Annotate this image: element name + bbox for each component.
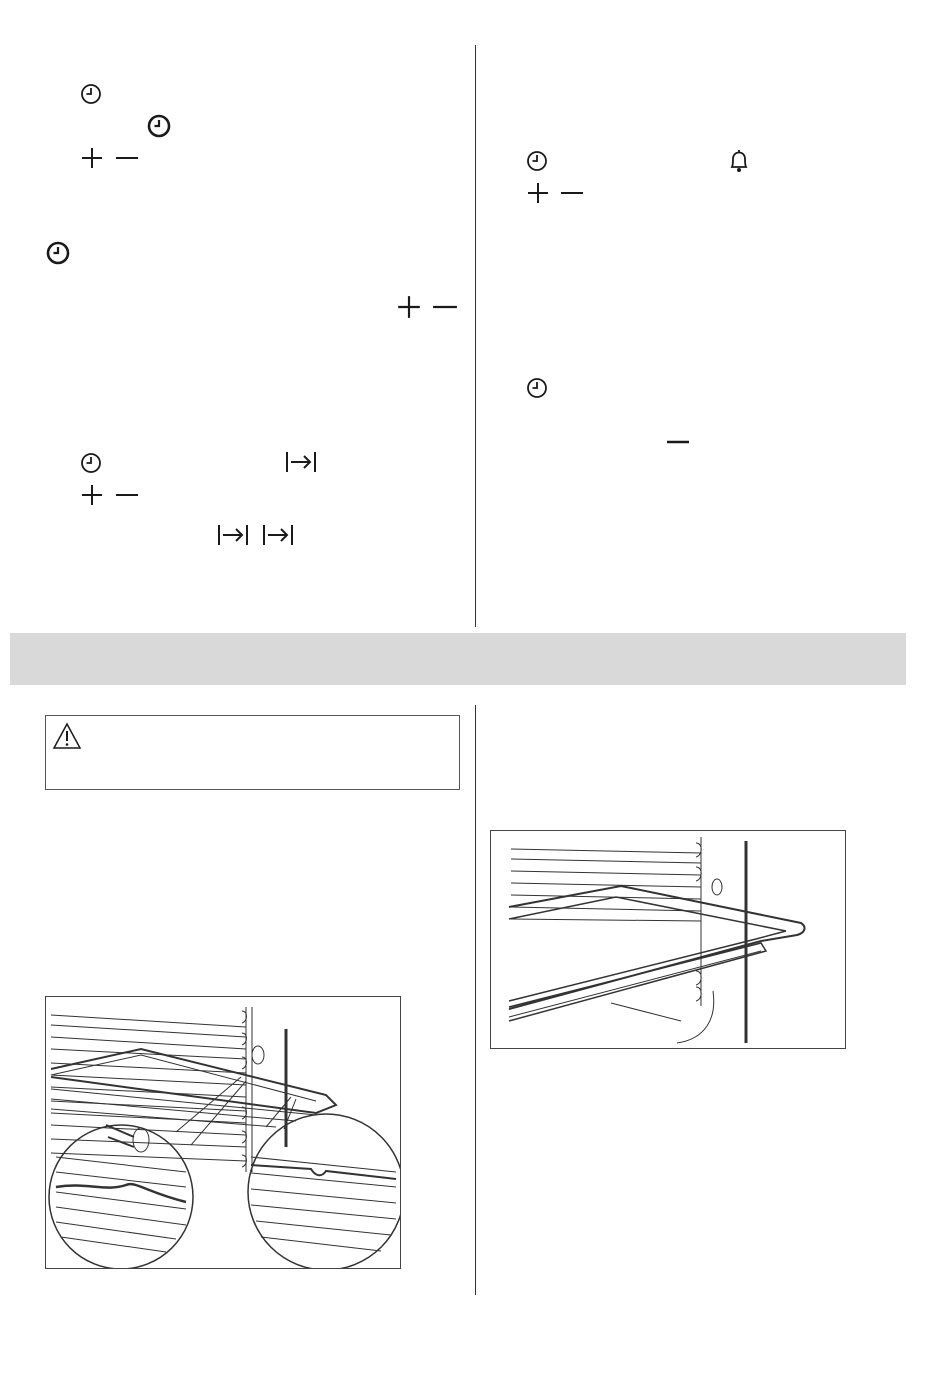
clock-filled-icon	[147, 114, 171, 138]
clock-icon	[80, 452, 102, 474]
plus-icon	[526, 181, 550, 205]
minus-icon	[115, 146, 139, 170]
baking-tray-insertion-illustration	[490, 830, 846, 1049]
minus-icon	[432, 294, 458, 320]
warning-box	[45, 715, 460, 790]
end-time-icon	[285, 450, 317, 474]
warning-triangle-icon	[52, 722, 82, 750]
minus-icon	[115, 483, 139, 507]
bell-icon	[728, 148, 750, 174]
column-divider-bottom	[475, 705, 476, 1295]
shelf-support-detail-illustration	[45, 996, 401, 1269]
plus-icon	[396, 294, 422, 320]
section-header-band	[10, 633, 906, 685]
clock-filled-icon	[46, 241, 70, 265]
plus-icon	[80, 146, 104, 170]
clock-icon	[526, 150, 548, 172]
minus-icon	[560, 181, 584, 205]
end-time-icon	[217, 523, 249, 547]
minus-icon	[666, 430, 690, 454]
clock-icon	[80, 83, 102, 105]
column-divider-top	[475, 45, 476, 627]
clock-icon	[526, 377, 548, 399]
plus-icon	[80, 483, 104, 507]
end-time-icon	[262, 523, 294, 547]
